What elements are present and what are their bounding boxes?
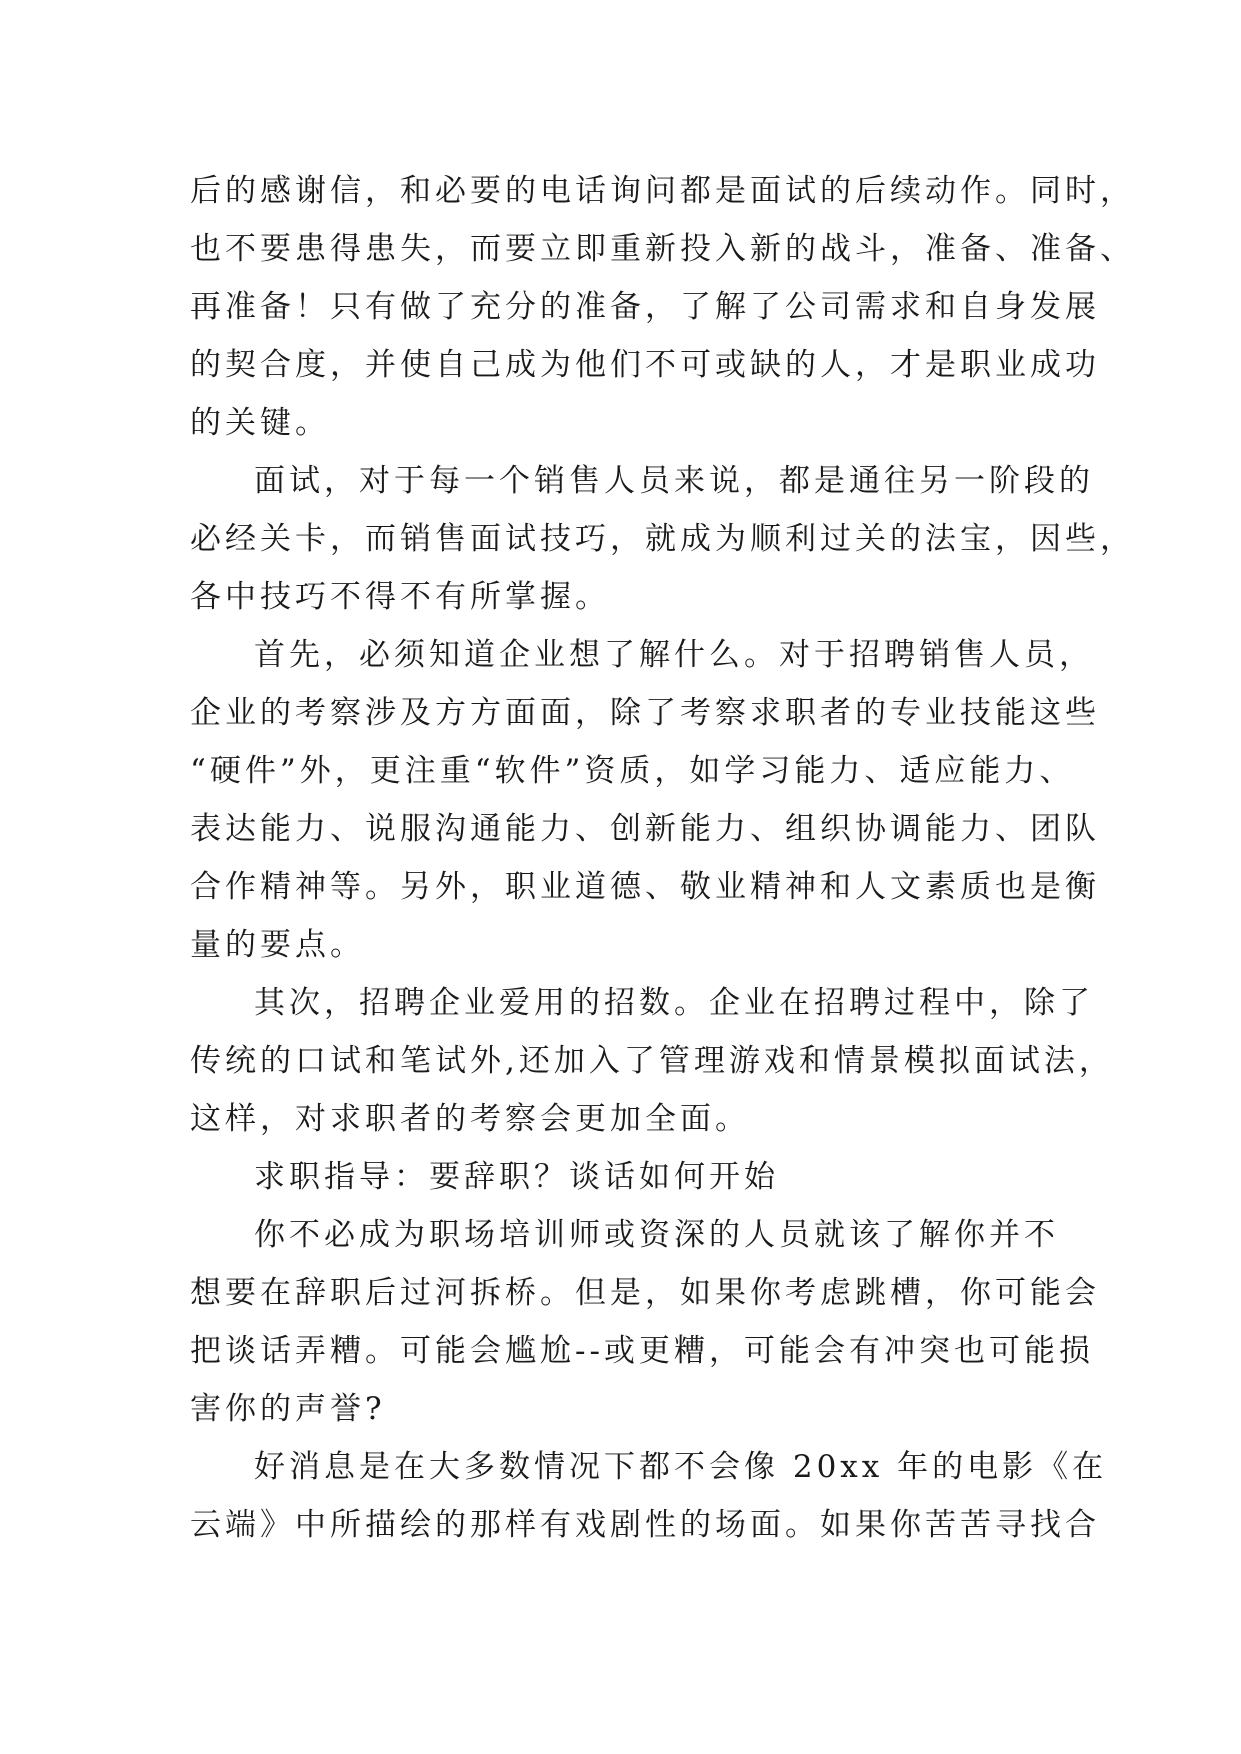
text-line: 量的要点。 (190, 927, 365, 963)
text-line: 好消息是在大多数情况下都不会像 20xx 年的电影《在 (254, 1449, 1108, 1485)
text-line: 首先，必须知道企业想了解什么。对于招聘销售人员， (254, 637, 1094, 673)
text-line: 也不要患得患失，而要立即重新投入新的战斗，准备、准备、 (190, 231, 1135, 267)
text-line: 想要在辞职后过河拆桥。但是，如果你考虑跳槽，你可能会 (190, 1275, 1100, 1311)
text-line: 面试，对于每一个销售人员来说，都是通往另一阶段的 (254, 463, 1094, 499)
text-line: 云端》中所描绘的那样有戏剧性的场面。如果你苦苦寻找合 (190, 1507, 1100, 1543)
text-line: 必经关卡，而销售面试技巧，就成为顺利过关的法宝，因些， (190, 521, 1135, 557)
text-line: “硬件”外，更注重“软件”资质，如学习能力、适应能力、 (190, 753, 1075, 789)
text-line: 把谈话弄糟。可能会尴尬--或更糟，可能会有冲突也可能损 (190, 1333, 1094, 1369)
text-line: 传统的口试和笔试外,还加入了管理游戏和情景模拟面试法， (190, 1043, 1114, 1079)
text-line: 的契合度，并使自己成为他们不可或缺的人，才是职业成功 (190, 347, 1100, 383)
text-line: 再准备！只有做了充分的准备，了解了公司需求和自身发展 (190, 289, 1100, 325)
text-line: 的关键。 (190, 405, 330, 441)
text-line: 各中技巧不得不有所掌握。 (190, 579, 610, 615)
text-line: 表达能力、说服沟通能力、创新能力、组织协调能力、团队 (190, 811, 1100, 847)
text-line: 这样，对求职者的考察会更加全面。 (190, 1101, 750, 1137)
text-line: 合作精神等。另外，职业道德、敬业精神和人文素质也是衡 (190, 869, 1100, 905)
body-text (190, 162, 1135, 1554)
text-line: 其次，招聘企业爱用的招数。企业在招聘过程中，除了 (254, 985, 1094, 1021)
text-line: 害你的声誉? (190, 1391, 386, 1427)
text-line: 企业的考察涉及方方面面，除了考察求职者的专业技能这些 (190, 695, 1100, 731)
text-line: 你不必成为职场培训师或资深的人员就该了解你并不 (254, 1217, 1059, 1253)
text-line: 求职指导：要辞职？谈话如何开始 (254, 1159, 779, 1195)
text-line: 后的感谢信，和必要的电话询问都是面试的后续动作。同时， (190, 173, 1135, 209)
